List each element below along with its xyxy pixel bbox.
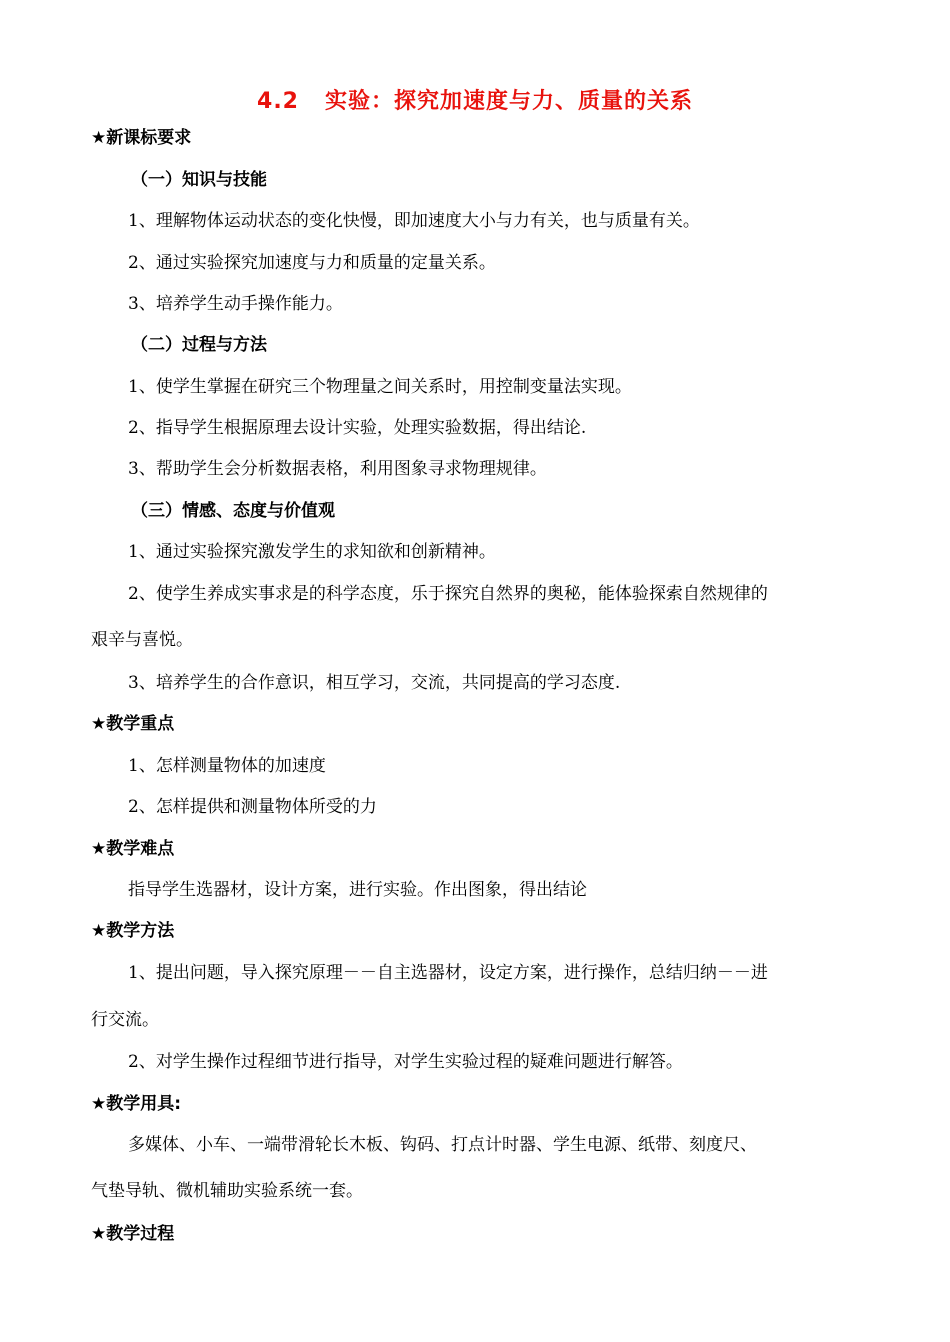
paragraph: 多媒体、小车、一端带滑轮长木板、钩码、打点计时器、学生电源、纸带、刻度尺、 bbox=[128, 1135, 757, 1155]
section-heading-text: 教学重点 bbox=[106, 714, 175, 734]
star-icon: ★ bbox=[91, 921, 107, 941]
list-item: 2、指导学生根据原理去设计实验，处理实验数据，得出结论. bbox=[128, 418, 587, 438]
subheading-process: （二）过程与方法 bbox=[131, 335, 267, 355]
star-icon: ★ bbox=[91, 714, 107, 734]
list-item: 1、提出问题，导入探究原理－－自主选器材，设定方案，进行操作，总结归纳－－进 bbox=[128, 963, 768, 983]
star-icon: ★ bbox=[91, 839, 107, 859]
star-icon: ★ bbox=[91, 1094, 107, 1114]
section-heading-key-points bbox=[91, 714, 871, 734]
section-heading-difficulties bbox=[91, 839, 871, 859]
section-heading-text: 教学过程 bbox=[106, 1224, 175, 1244]
list-item: 3、培养学生的合作意识，相互学习，交流，共同提高的学习态度. bbox=[128, 673, 621, 693]
list-item-continuation: 艰辛与喜悦。 bbox=[91, 630, 193, 650]
section-heading-procedure bbox=[91, 1224, 871, 1244]
list-item: 1、通过实验探究激发学生的求知欲和创新精神。 bbox=[128, 542, 496, 562]
paragraph-continuation: 气垫导轨、微机辅助实验系统一套。 bbox=[91, 1181, 363, 1201]
list-item: 1、怎样测量物体的加速度 bbox=[128, 756, 326, 776]
list-item: 3、培养学生动手操作能力。 bbox=[128, 294, 343, 314]
list-item: 2、对学生操作过程细节进行指导，对学生实验过程的疑难问题进行解答。 bbox=[128, 1052, 683, 1072]
list-item: 2、怎样提供和测量物体所受的力 bbox=[128, 797, 377, 817]
section-heading-text: 教学用具: bbox=[106, 1094, 182, 1114]
section-heading-text: 教学难点 bbox=[106, 839, 175, 859]
page-title: 4.2 实验：探究加速度与力、质量的关系 bbox=[257, 89, 693, 114]
list-item-continuation: 行交流。 bbox=[91, 1010, 159, 1030]
section-heading-methods bbox=[91, 921, 871, 941]
section-heading-text: 新课标要求 bbox=[106, 128, 192, 148]
section-heading-requirements bbox=[91, 128, 871, 148]
list-item: 2、使学生养成实事求是的科学态度，乐于探究自然界的奥秘，能体验探索自然规律的 bbox=[128, 584, 768, 604]
subheading-knowledge: （一）知识与技能 bbox=[131, 170, 267, 190]
subheading-attitude: （三）情感、态度与价值观 bbox=[131, 501, 335, 521]
star-icon: ★ bbox=[91, 1224, 107, 1244]
star-icon: ★ bbox=[91, 128, 107, 148]
paragraph: 指导学生选器材，设计方案，进行实验。作出图象，得出结论 bbox=[128, 880, 587, 900]
list-item: 3、帮助学生会分析数据表格，利用图象寻求物理规律。 bbox=[128, 459, 547, 479]
list-item: 1、理解物体运动状态的变化快慢，即加速度大小与力有关，也与质量有关。 bbox=[128, 211, 700, 231]
section-heading-text: 教学方法 bbox=[106, 921, 175, 941]
list-item: 1、使学生掌握在研究三个物理量之间关系时，用控制变量法实现。 bbox=[128, 377, 632, 397]
list-item: 2、通过实验探究加速度与力和质量的定量关系。 bbox=[128, 253, 496, 273]
section-heading-tools bbox=[91, 1094, 871, 1114]
